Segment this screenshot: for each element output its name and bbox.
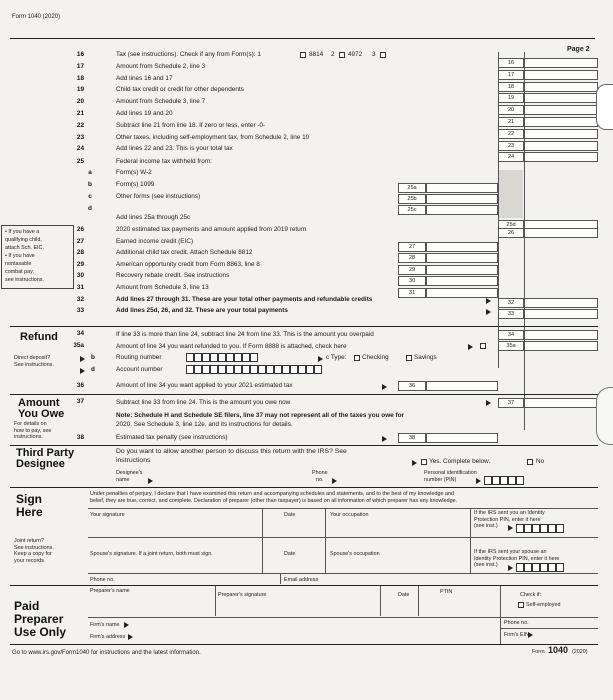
digit-box[interactable] xyxy=(500,476,508,485)
digit-box[interactable] xyxy=(548,524,556,533)
digit-box[interactable] xyxy=(226,353,234,362)
line-25a-text: Form(s) W-2 xyxy=(116,169,152,176)
form-8814-label: 8814 xyxy=(309,51,324,58)
form-2-label: 2 xyxy=(331,51,335,58)
firm-name-label: Firm's name xyxy=(90,622,120,628)
line-number: 37 xyxy=(76,398,84,405)
line-box xyxy=(498,309,524,319)
line-38-text: Estimated tax penalty (see instructions) xyxy=(116,434,228,441)
digit-box[interactable] xyxy=(532,524,540,533)
line-text: Tax (see instructions). Check if any from Form(s): 1 xyxy=(116,51,261,58)
footer-form-year: (2020) xyxy=(572,649,588,655)
divider xyxy=(418,586,419,616)
line-text: Add lines 19 and 20 xyxy=(116,110,173,117)
owe-title-2: You Owe xyxy=(18,408,65,420)
firm-ein-label: Firm's EIN xyxy=(504,632,529,638)
arrow-icon xyxy=(486,309,491,315)
your-signature-label: Your signature xyxy=(90,512,125,518)
divider xyxy=(500,586,501,644)
digit-box[interactable] xyxy=(186,353,194,362)
digit-box[interactable] xyxy=(484,476,492,485)
digit-box[interactable] xyxy=(532,563,540,572)
line-text: Add lines 22 and 23. This is your total tax xyxy=(116,145,233,153)
line-box xyxy=(498,58,524,68)
arrow-icon xyxy=(476,478,481,484)
line-box xyxy=(498,152,524,162)
footer-form-label: Form xyxy=(532,649,545,655)
third-party-rule xyxy=(10,445,598,446)
preparer-rule xyxy=(10,585,598,586)
arrow-icon xyxy=(80,368,85,374)
line-letter: b xyxy=(91,354,95,361)
form-8888-checkbox[interactable] xyxy=(480,343,486,349)
line-amount[interactable] xyxy=(524,129,598,139)
line-37-amount[interactable] xyxy=(524,398,598,408)
owe-title-1: Amount xyxy=(18,397,60,409)
line-letter: d xyxy=(91,366,95,373)
third-party-question-1: Do you want to allow another person to discuss this return with the IRS? See xyxy=(116,448,347,455)
line-box-label: 23 xyxy=(507,142,515,149)
digit-box[interactable] xyxy=(516,476,524,485)
line-box-label: 27 xyxy=(408,243,416,250)
line-amount[interactable] xyxy=(426,253,498,263)
divider xyxy=(88,508,598,509)
side-note-line: combat pay, xyxy=(5,269,34,275)
sign-rule xyxy=(10,487,598,488)
divider xyxy=(500,628,598,629)
routing-label: Routing number xyxy=(116,354,162,361)
designee-name-label: Designee's name xyxy=(116,470,143,483)
line-amount[interactable] xyxy=(524,93,598,103)
firm-phone-label: Phone no. xyxy=(504,620,529,626)
line-box-label: 24 xyxy=(507,154,515,161)
divider xyxy=(215,586,216,616)
firm-address-label: Firm's address xyxy=(90,634,126,640)
line-box xyxy=(398,265,426,275)
check-if-label: Check if: xyxy=(520,592,541,598)
line-35a-box: 35a xyxy=(498,341,524,351)
savings-label: Savings xyxy=(414,354,437,361)
digit-box[interactable] xyxy=(194,365,202,374)
direct-deposit-note: Direct deposit? See instructions. xyxy=(14,355,54,368)
joint-return-note: Joint return? See instructions. Keep a copy for your records. xyxy=(14,538,54,564)
line-box xyxy=(398,242,426,252)
line-amount[interactable] xyxy=(426,242,498,252)
digit-box[interactable] xyxy=(290,365,298,374)
line-letter: c xyxy=(88,193,92,200)
line-25a-box: 25a xyxy=(398,183,426,193)
line-box xyxy=(498,141,524,151)
line-25c-box: 25c xyxy=(398,205,426,215)
line-number: 29 xyxy=(76,260,84,268)
digit-box[interactable] xyxy=(492,476,500,485)
line-box-label: 32 xyxy=(507,299,515,306)
footer-form-number: 1040 xyxy=(548,645,569,655)
designee-pin-label: Personal identification number (PIN) xyxy=(424,470,477,483)
digit-box[interactable] xyxy=(274,365,282,374)
line-box-label: 18 xyxy=(507,83,515,90)
line-text: Additional child tax credit. Attach Schedule 8812 xyxy=(116,249,253,257)
side-note-line: nontaxable xyxy=(5,261,32,267)
arrow-icon xyxy=(332,478,337,484)
line-box xyxy=(498,93,524,103)
divider xyxy=(88,617,598,618)
line-amount[interactable] xyxy=(524,58,598,68)
page-number: Page 2 xyxy=(567,46,590,53)
line-25d-text: Add lines 25a through 25c xyxy=(116,214,191,221)
line-box-label: 29 xyxy=(408,266,416,273)
arrow-icon xyxy=(468,344,473,350)
line-25b-text: Form(s) 1099 xyxy=(116,181,155,188)
checking-checkbox[interactable] xyxy=(354,355,360,361)
digit-box[interactable] xyxy=(508,476,516,485)
digit-box[interactable] xyxy=(242,365,250,374)
arrow-icon xyxy=(382,436,387,442)
line-text: Add lines 16 and 17 xyxy=(116,74,173,82)
digit-box[interactable] xyxy=(524,563,532,572)
line-36-text: Amount of line 34 you want applied to your 2021 estimated tax xyxy=(116,382,293,389)
line-box xyxy=(498,117,524,127)
line-amount[interactable] xyxy=(524,117,598,127)
line-box xyxy=(498,70,524,80)
account-label: Account number xyxy=(116,366,163,373)
line-number: 21 xyxy=(76,110,84,117)
line-box xyxy=(398,253,426,263)
line-37-text: Subtract line 33 from line 24. This is the amount you owe now xyxy=(116,399,291,406)
digit-box[interactable] xyxy=(210,365,218,374)
line-number: 30 xyxy=(76,272,84,280)
preparer-title-1: Paid xyxy=(14,599,40,613)
owe-rule xyxy=(10,394,598,395)
line-box-label: 28 xyxy=(408,255,416,262)
checking-label: Checking xyxy=(362,354,389,361)
designee-no-checkbox[interactable] xyxy=(527,459,533,465)
line-amount[interactable] xyxy=(426,276,498,286)
ptin-label: PTIN xyxy=(440,589,453,595)
digit-box[interactable] xyxy=(218,365,226,374)
owe-sub: For details on how to pay, see instructions. xyxy=(14,421,52,440)
line-38-amount[interactable] xyxy=(426,433,498,443)
line-34-box: 34 xyxy=(498,330,524,340)
arrow-icon xyxy=(80,356,85,362)
footer-rule xyxy=(10,644,598,645)
digit-box[interactable] xyxy=(524,524,532,533)
arrow-icon xyxy=(528,632,533,638)
footer-link[interactable]: Go to www.irs.gov/Form1040 for instructions and the latest information. xyxy=(12,650,201,656)
line-box xyxy=(498,82,524,92)
line-number: 38 xyxy=(76,434,84,441)
line-34-text: If line 33 is more than line 24, subtract line 24 from line 33. This is the amount you overpaid xyxy=(116,331,374,338)
form-3-label: 3 xyxy=(372,51,376,58)
arrow-icon xyxy=(318,356,323,362)
line-amount[interactable] xyxy=(426,288,498,298)
line-box xyxy=(398,276,426,286)
line-25d-box: 25d xyxy=(498,220,524,230)
digit-box[interactable] xyxy=(516,563,524,572)
line-amount[interactable] xyxy=(524,141,598,151)
digit-box[interactable] xyxy=(202,353,210,362)
designee-yes-checkbox[interactable] xyxy=(421,459,427,465)
line-number: 20 xyxy=(76,98,84,106)
preparer-title-3: Use Only xyxy=(14,625,67,639)
line-25b-amount[interactable] xyxy=(426,194,498,204)
line-38-box: 38 xyxy=(398,433,426,443)
binder-clip-bottom xyxy=(596,387,613,445)
arrow-icon xyxy=(124,622,129,628)
line-text: Add lines 27 through 31. These are your total other payments and refundable credits xyxy=(116,295,373,303)
digit-box[interactable] xyxy=(282,365,290,374)
shaded-area xyxy=(499,170,523,218)
side-note-line: see instructions. xyxy=(5,277,44,283)
arrow-icon xyxy=(148,478,153,484)
line-25a-amount[interactable] xyxy=(426,183,498,193)
form-4972-checkbox[interactable] xyxy=(339,52,345,58)
digit-box[interactable] xyxy=(194,353,202,362)
digit-box[interactable] xyxy=(298,365,306,374)
spouse-ip-pin-label: If the IRS sent your spouse an Identity Protection PIN, enter it here (see inst.) xyxy=(474,549,560,568)
line-25-text: Federal income tax withheld from: xyxy=(116,158,212,165)
arrow-icon xyxy=(128,634,133,640)
line-number: 31 xyxy=(76,284,84,291)
date-label: Date xyxy=(284,512,296,518)
line-number: 26 xyxy=(76,226,84,233)
line-text: Child tax credit or credit for other dependents xyxy=(116,86,244,94)
line-number: 25 xyxy=(76,158,84,165)
date-label: Date xyxy=(284,551,296,557)
line-number: 19 xyxy=(76,86,84,94)
line-36-amount[interactable] xyxy=(426,381,498,391)
digit-box[interactable] xyxy=(250,365,258,374)
line-amount[interactable] xyxy=(524,309,598,319)
line-25c-text: Other forms (see instructions) xyxy=(116,193,201,200)
digit-box[interactable] xyxy=(258,365,266,374)
form-3-checkbox[interactable] xyxy=(380,52,386,58)
divider xyxy=(262,509,263,537)
divider xyxy=(262,538,263,573)
designee-no-label: No xyxy=(536,458,545,465)
third-party-question-2: instructions xyxy=(116,457,151,464)
ip-pin-label: If the IRS sent you an Identity Protection PIN, enter it here (see inst.) xyxy=(474,510,545,529)
sign-title-2: Here xyxy=(16,505,43,519)
line-34-amount[interactable] xyxy=(524,330,598,340)
your-occupation-label: Your occupation xyxy=(330,512,369,518)
self-employed-checkbox[interactable] xyxy=(518,602,524,608)
spouse-occupation-label: Spouse's occupation xyxy=(330,551,380,557)
self-employed-label: Self-employed xyxy=(526,602,561,608)
line-box-label: 26 xyxy=(507,230,515,236)
line-letter: d xyxy=(88,205,92,212)
line-number: 18 xyxy=(76,74,84,82)
preparer-name-label: Preparer's name xyxy=(90,588,130,594)
digit-box[interactable] xyxy=(250,353,258,362)
line-box xyxy=(498,105,524,115)
third-party-title-1: Third Party xyxy=(16,447,75,459)
binder-clip-top xyxy=(596,84,613,130)
divider xyxy=(470,509,471,573)
side-note-line: • If you have a xyxy=(5,229,40,235)
side-note-line: qualifying child, xyxy=(5,237,42,243)
top-rule xyxy=(10,38,595,39)
line-letter: b xyxy=(88,181,92,188)
line-text: Amount from Schedule 3, line 13 xyxy=(116,284,209,291)
digit-box[interactable] xyxy=(556,524,564,533)
line-amount[interactable] xyxy=(524,298,598,308)
line-number: 35a xyxy=(73,342,84,349)
arrow-icon xyxy=(486,298,491,304)
line-35a-text: Amount of line 34 you want refunded to you. If Form 8888 is attached, check here xyxy=(116,343,347,350)
preparer-signature-label: Preparer's signature xyxy=(218,592,267,598)
refund-rule xyxy=(10,326,598,327)
digit-box[interactable] xyxy=(314,365,322,374)
form-8814-checkbox[interactable] xyxy=(300,52,306,58)
third-party-title-2: Designee xyxy=(16,458,65,470)
line-box-label: 17 xyxy=(507,71,515,78)
digit-box[interactable] xyxy=(210,353,218,362)
line-number: 22 xyxy=(76,121,84,129)
divider xyxy=(380,586,381,616)
line-number: 28 xyxy=(76,249,84,257)
line-box xyxy=(498,228,524,238)
line-box-label: 20 xyxy=(507,107,515,114)
line-25b-box: 25b xyxy=(398,194,426,204)
line-number: 24 xyxy=(76,145,84,153)
email-label: Email address xyxy=(284,577,319,583)
line-box-label: 31 xyxy=(408,290,416,296)
line-text: Earned income credit (EIC) xyxy=(116,237,194,245)
divider xyxy=(280,574,281,584)
line-amount[interactable] xyxy=(524,228,598,238)
line-text: Amount from Schedule 3, line 7 xyxy=(116,98,206,106)
preparer-date-label: Date xyxy=(398,592,410,598)
line-text: Other taxes, including self-employment tax, from Schedule 2, line 10 xyxy=(116,133,310,141)
spouse-signature-label: Spouse's signature. If a joint return, both must sign. xyxy=(90,551,213,557)
arrow-icon xyxy=(508,525,513,531)
eic-side-note xyxy=(1,225,74,289)
line-amount[interactable] xyxy=(426,265,498,275)
arrow-icon xyxy=(508,565,513,571)
digit-box[interactable] xyxy=(516,524,524,533)
digit-box[interactable] xyxy=(234,365,242,374)
line-25c-amount[interactable] xyxy=(426,205,498,215)
line-box-label: 22 xyxy=(507,130,515,137)
digit-box[interactable] xyxy=(186,365,194,374)
arrow-icon xyxy=(412,460,417,466)
arrow-icon xyxy=(382,384,387,390)
digit-box[interactable] xyxy=(540,524,548,533)
digit-box[interactable] xyxy=(548,563,556,572)
line-number: 33 xyxy=(76,307,84,315)
line-text: Add lines 25d, 26, and 32. These are your total payments xyxy=(116,307,288,315)
arrow-icon xyxy=(486,400,491,406)
line-box xyxy=(498,298,524,308)
line-text: Amount from Schedule 2, line 3 xyxy=(116,62,206,70)
savings-checkbox[interactable] xyxy=(406,355,412,361)
divider xyxy=(88,537,598,538)
sign-title-1: Sign xyxy=(16,492,42,506)
divider xyxy=(325,538,326,573)
line-amount[interactable] xyxy=(524,152,598,162)
designee-yes-label: Yes. Complete below. xyxy=(429,458,491,465)
designee-phone-label: Phone no. xyxy=(312,470,328,483)
line-number: 16 xyxy=(76,51,84,58)
line-text: Subtract line 21 from line 18. If zero or less, enter -0- xyxy=(116,121,266,129)
owe-note-2: 2020. See Schedule 3, line 12e, and its instructions for details. xyxy=(116,421,293,428)
line-number: 23 xyxy=(76,133,84,141)
line-box-label: 16 xyxy=(507,60,515,66)
refund-title: Refund xyxy=(20,331,58,343)
line-text: 2020 estimated tax payments and amount applied from 2019 return xyxy=(116,226,307,233)
digit-box[interactable] xyxy=(202,365,210,374)
line-35a-amount[interactable] xyxy=(524,341,598,351)
side-note-line: • If you have xyxy=(5,253,35,259)
digit-box[interactable] xyxy=(306,365,314,374)
line-box-label: 30 xyxy=(408,278,416,285)
owe-note-1: Note: Schedule H and Schedule SE filers, line 37 may not represent all of the taxes you owe for xyxy=(116,412,405,419)
digit-box[interactable] xyxy=(540,563,548,572)
digit-box[interactable] xyxy=(266,365,274,374)
line-36-box: 36 xyxy=(398,381,426,391)
line-box-label: 19 xyxy=(507,95,515,102)
line-amount[interactable] xyxy=(524,105,598,115)
line-number: 34 xyxy=(76,330,84,337)
line-letter: a xyxy=(88,169,92,176)
line-text: Recovery rebate credit. See instructions xyxy=(116,272,230,280)
line-box xyxy=(498,129,524,139)
digit-box[interactable] xyxy=(234,353,242,362)
line-number: 36 xyxy=(76,382,84,389)
digit-box[interactable] xyxy=(226,365,234,374)
digit-box[interactable] xyxy=(218,353,226,362)
phone-label: Phone no. xyxy=(90,577,115,583)
side-note-line: attach Sch. EIC. xyxy=(5,245,44,251)
line-number: 27 xyxy=(76,237,84,245)
divider xyxy=(325,509,326,537)
form-label: Form 1040 (2020) xyxy=(12,14,61,20)
form-4972-label: 4972 xyxy=(348,51,363,58)
divider xyxy=(88,573,598,574)
line-text: American opportunity credit from Form 8863, line 8 xyxy=(116,260,260,268)
line-amount[interactable] xyxy=(524,82,598,92)
digit-box[interactable] xyxy=(556,563,564,572)
perjury-text-1: Under penalties of perjury, I declare that I have examined this return and accompanying schedules and statements, and to the best of my knowledge and xyxy=(90,491,454,497)
line-37-box: 37 xyxy=(498,398,524,408)
preparer-title-2: Preparer xyxy=(14,612,64,626)
perjury-text-2: belief, they are true, correct, and complete. Declaration of preparer (other than taxpayer) is based on all information of which preparer has any knowledge. xyxy=(90,498,458,504)
line-box xyxy=(398,288,426,298)
digit-box[interactable] xyxy=(242,353,250,362)
line-number: 32 xyxy=(76,295,84,303)
line-amount[interactable] xyxy=(524,70,598,80)
line-box-label: 21 xyxy=(507,119,515,125)
line-box-label: 33 xyxy=(507,311,515,318)
line-number: 17 xyxy=(76,62,84,70)
account-type-label: c Type: xyxy=(326,354,347,361)
